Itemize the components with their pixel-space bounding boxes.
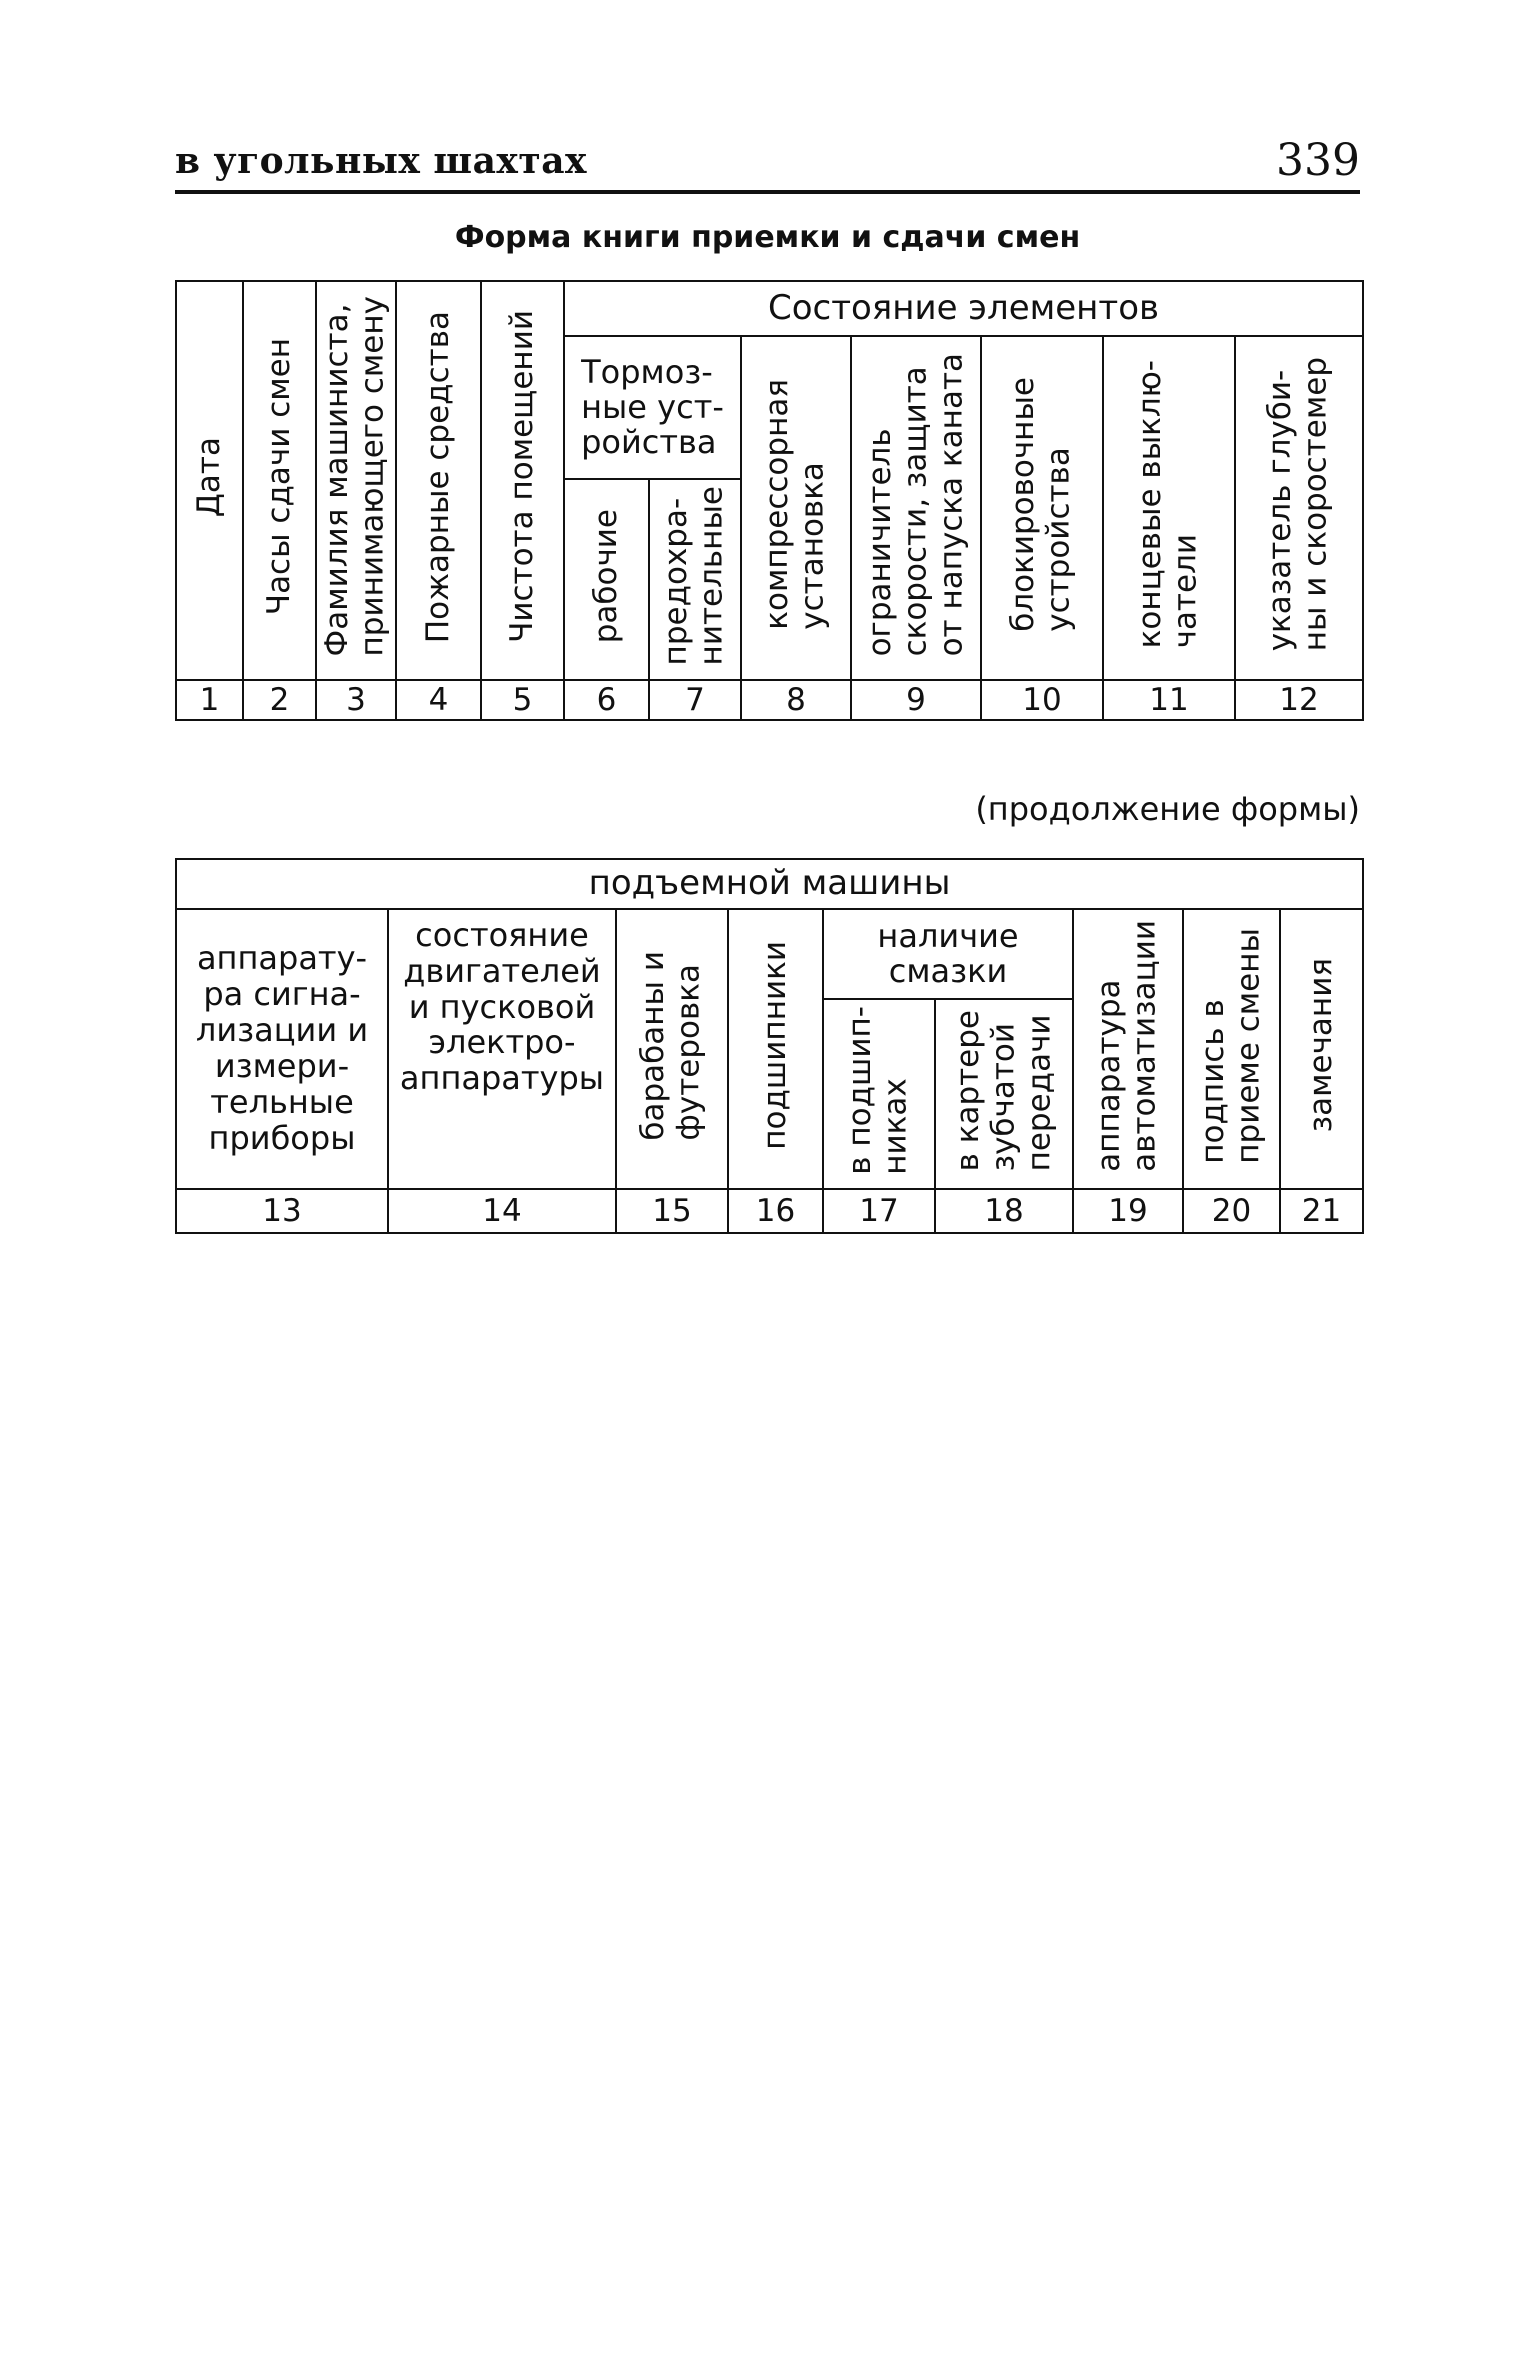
column-number: 11 [1103, 680, 1235, 720]
column-number: 15 [616, 1189, 728, 1233]
column-number: 18 [935, 1189, 1073, 1233]
header-remarks: замечания [1280, 909, 1363, 1189]
page-header [175, 122, 1360, 194]
header-drums-lining: барабаны и футеровка [616, 909, 728, 1189]
form-title: Форма книги приемки и сдачи смен [454, 220, 1081, 255]
column-number: 19 [1073, 1189, 1183, 1233]
header-compressor: компрессорная установка [741, 336, 851, 680]
column-number: 13 [176, 1189, 388, 1233]
header-date: Дата [176, 281, 243, 680]
shift-form-table-part1 [175, 280, 1364, 721]
header-hoist-machine: подъемной машины [176, 859, 1363, 909]
column-number: 6 [564, 680, 649, 720]
header-limit-switches: концевые выклю- чатели [1103, 336, 1235, 680]
header-room-cleanliness: Чистота помещений [481, 281, 564, 680]
running-head: в угольных шахтах [175, 140, 587, 182]
header-automation: аппаратура автоматизации [1073, 909, 1183, 1189]
column-number: 10 [981, 680, 1103, 720]
header-speed-limiter: ограничитель скорости, защита от напуска каната [851, 336, 981, 680]
header-fire-equipment: Пожарные средства [396, 281, 481, 680]
column-number: 12 [1235, 680, 1363, 720]
header-rule [175, 190, 1360, 194]
column-number: 4 [396, 680, 481, 720]
header-signalling-equipment: аппарату- ра сигна- лизации и измери- тельные приборы [176, 909, 388, 1189]
column-number: 21 [1280, 1189, 1363, 1233]
column-number: 7 [649, 680, 741, 720]
header-lubrication-bearings: в подшип- никах [823, 999, 935, 1189]
header-lubrication: наличие смазки [823, 909, 1073, 999]
column-number: 3 [316, 680, 396, 720]
page-number: 339 [1276, 135, 1360, 186]
header-motor-condition: состояние двигателей и пусковой электро- аппаратуры [388, 909, 616, 1189]
header-shift-hours: Часы сдачи смен [243, 281, 316, 680]
column-number: 9 [851, 680, 981, 720]
header-signature: подпись в приеме смены [1183, 909, 1280, 1189]
column-number: 17 [823, 1189, 935, 1233]
column-number: 2 [243, 680, 316, 720]
column-number: 16 [728, 1189, 823, 1233]
column-number: 8 [741, 680, 851, 720]
column-number: 14 [388, 1189, 616, 1233]
header-brakes-working: рабочие [564, 479, 649, 680]
continuation-note: (продолжение формы) [975, 790, 1360, 828]
header-brakes-safety: предохра- нительные [649, 479, 741, 680]
header-depth-indicator: указатель глуби- ны и скоростемер [1235, 336, 1363, 680]
header-lubrication-gearbox: в картере зубчатой передачи [935, 999, 1073, 1189]
header-element-state: Состояние элементов [564, 281, 1363, 336]
column-number: 5 [481, 680, 564, 720]
shift-form-table-part2 [175, 858, 1364, 1234]
header-interlocks: блокировочные устройства [981, 336, 1103, 680]
header-bearings: подшипники [728, 909, 823, 1189]
column-number: 20 [1183, 1189, 1280, 1233]
header-operator-name: Фамилия машиниста, принимающего смену [316, 281, 396, 680]
header-brakes: Тормоз- ные уст- ройства [564, 336, 741, 479]
column-number: 1 [176, 680, 243, 720]
